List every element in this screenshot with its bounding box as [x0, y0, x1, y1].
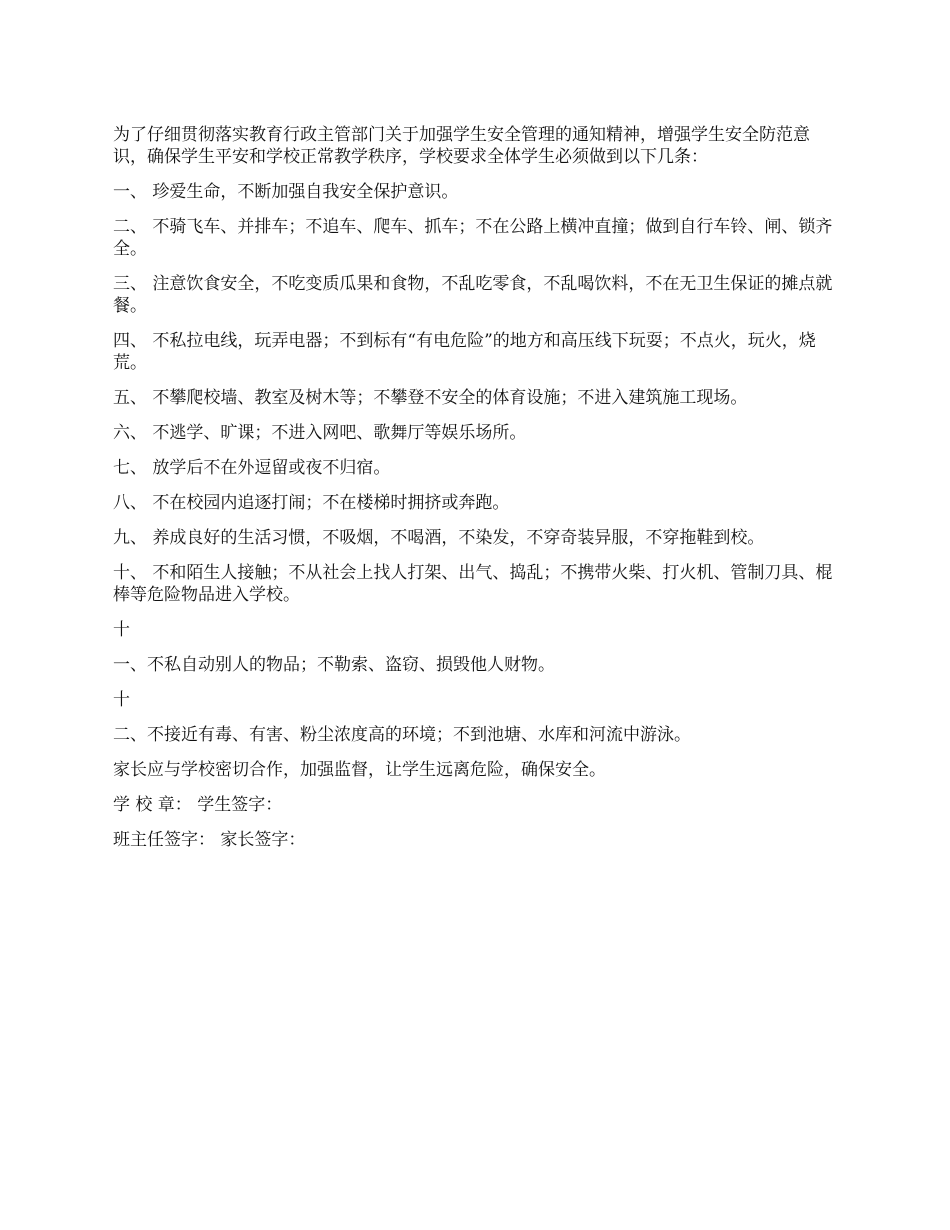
- document-body: [113, 124, 843, 864]
- rule-item: 一、不私自动别人的物品；不勒索、盗窃、损毁他人财物。: [113, 655, 555, 675]
- rule-item: 四、 不私拉电线，玩弄电器；不到标有“有电危险”的地方和高压线下玩耍；不点火，玩火，烧荒。: [113, 331, 816, 373]
- rule-item: 五、 不攀爬校墙、教室及树木等；不攀登不安全的体育设施；不进入建筑施工现场。: [113, 388, 748, 408]
- rule-item: 二、不接近有毒、有害、粉尘浓度高的环境；不到池塘、水库和河流中游泳。: [113, 725, 691, 745]
- rule-item: 七、 放学后不在外逗留或夜不归宿。: [113, 458, 391, 478]
- rule-item-number-fragment: 十: [113, 690, 130, 710]
- intro-paragraph: 为了仔细贯彻落实教育行政主管部门关于加强学生安全管理的通知精神，增强学生安全防范意识，确保学生平安和学校正常教学秩序，学校要求全体学生必须做到以下几条：: [113, 125, 810, 167]
- rule-item: 九、 养成良好的生活习惯，不吸烟，不喝酒，不染发，不穿奇装异服，不穿拖鞋到校。: [113, 528, 765, 548]
- rule-item: 二、 不骑飞车、并排车；不追车、爬车、抓车；不在公路上横冲直撞；做到自行车铃、闸、锁齐全。: [113, 217, 833, 259]
- rule-item: 三、 注意饮食安全，不吃变质瓜果和食物，不乱吃零食，不乱喝饮料，不在无卫生保证的摊点就餐。: [113, 274, 833, 316]
- signature-line-teacher-parent: 班主任签字： 家长签字：: [113, 830, 306, 850]
- rule-item: 八、 不在校园内追逐打闹；不在楼梯时拥挤或奔跑。: [113, 493, 510, 513]
- signature-line-school-student: 学 校 章： 学生签字：: [113, 795, 283, 815]
- parent-note: 家长应与学校密切合作，加强监督，让学生远离危险，确保安全。: [113, 760, 606, 780]
- rule-item: 一、 珍爱生命，不断加强自我安全保护意识。: [113, 182, 459, 202]
- rule-item-number-fragment: 十: [113, 620, 130, 640]
- rule-item: 十、 不和陌生人接触；不从社会上找人打架、出气、捣乱；不携带火柴、打火机、管制刀具、棍棒等危险物品进入学校。: [113, 563, 833, 605]
- rule-item: 六、 不逃学、旷课；不进入网吧、歌舞厅等娱乐场所。: [113, 423, 527, 443]
